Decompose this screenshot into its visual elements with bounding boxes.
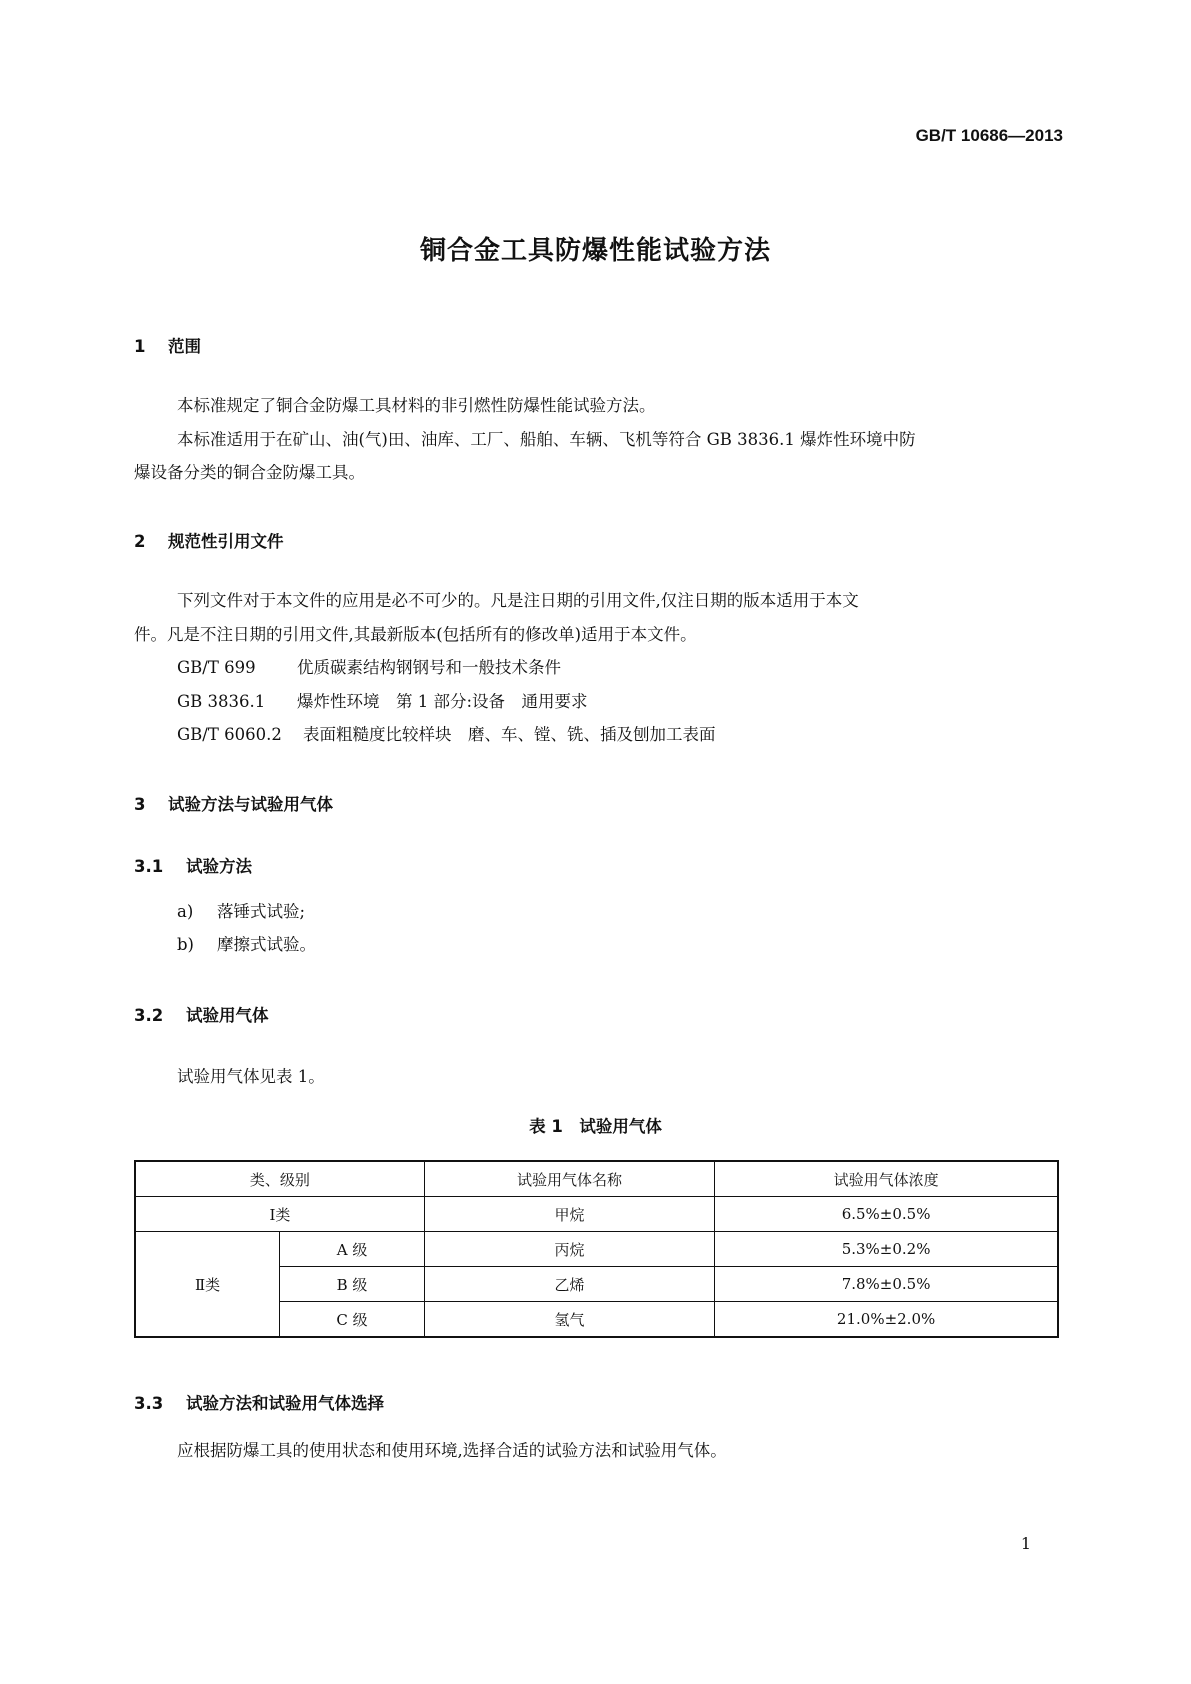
section-2-number: 2 <box>134 532 146 551</box>
section-2-paragraph-1-continued: 件。凡是不注日期的引用文件,其最新版本(包括所有的修改单)适用于本文件。 <box>134 625 697 644</box>
list-marker: a) <box>177 902 194 921</box>
list-text: 摩擦式试验。 <box>217 935 316 954</box>
section-1-paragraph-1: 本标准规定了铜合金防爆工具材料的非引燃性防爆性能试验方法。 <box>177 396 656 415</box>
table-cell-grade: B 级 <box>280 1267 425 1302</box>
page-number: 1 <box>1020 1534 1031 1553</box>
reference-code: GB 3836.1 <box>177 692 266 711</box>
section-2-heading <box>134 528 284 552</box>
reference-code: GB/T 6060.2 <box>177 725 282 744</box>
list-item <box>177 928 316 961</box>
reference-title: 爆炸性环境 第 1 部分:设备 通用要求 <box>297 692 588 711</box>
reference-item <box>177 651 561 684</box>
list-text: 落锤式试验; <box>217 902 306 921</box>
section-3-2-heading <box>134 1002 269 1026</box>
reference-code: GB/T 699 <box>177 658 256 677</box>
reference-item <box>177 718 716 751</box>
section-3-1-number: 3.1 <box>134 857 164 876</box>
table-cell-class: Ⅰ类 <box>135 1197 424 1232</box>
table-1-title: 表 1 试验用气体 <box>529 1117 662 1136</box>
section-3-2-title: 试验用气体 <box>186 1006 269 1025</box>
section-3-3-paragraph: 应根据防爆工具的使用状态和使用环境,选择合适的试验方法和试验用气体。 <box>177 1441 727 1460</box>
table-header-row <box>135 1161 1058 1197</box>
section-3-1-title: 试验方法 <box>186 857 252 876</box>
reference-item <box>177 685 588 718</box>
table-row <box>135 1197 1058 1232</box>
section-3-number: 3 <box>134 795 146 814</box>
section-1-paragraph-2: 本标准适用于在矿山、油(气)田、油库、工厂、船舶、车辆、飞机等符合 GB 3836.1 爆炸性环境中防 <box>177 430 916 449</box>
table-header-cell: 试验用气体浓度 <box>715 1161 1058 1197</box>
section-1-number: 1 <box>134 337 146 356</box>
table-cell-gas: 乙烯 <box>424 1267 714 1302</box>
list-item <box>177 895 305 928</box>
table-cell-grade: C 级 <box>280 1302 425 1338</box>
table-cell-grade: A 级 <box>280 1232 425 1267</box>
section-3-3-heading <box>134 1390 384 1414</box>
section-3-2-number: 3.2 <box>134 1006 164 1025</box>
reference-title: 表面粗糙度比较样块 磨、车、镗、铣、插及刨加工表面 <box>303 725 716 744</box>
section-2-title: 规范性引用文件 <box>168 532 284 551</box>
standard-code: GB/T 10686—2013 <box>915 126 1063 145</box>
table-cell-gas: 甲烷 <box>424 1197 714 1232</box>
document-title: 铜合金工具防爆性能试验方法 <box>419 236 771 266</box>
table-cell-concentration: 21.0%±2.0% <box>715 1302 1058 1338</box>
table-row <box>135 1232 1058 1267</box>
table-cell-class: Ⅱ类 <box>135 1232 280 1338</box>
table-header-cell: 类、级别 <box>135 1161 424 1197</box>
section-2-paragraph-1: 下列文件对于本文件的应用是必不可少的。凡是注日期的引用文件,仅注日期的版本适用于本文 <box>177 591 859 610</box>
section-3-3-number: 3.3 <box>134 1394 164 1413</box>
table-header-cell: 试验用气体名称 <box>424 1161 714 1197</box>
table-cell-concentration: 7.8%±0.5% <box>715 1267 1058 1302</box>
section-1-paragraph-2-continued: 爆设备分类的铜合金防爆工具。 <box>134 463 365 482</box>
section-1-heading <box>134 333 201 357</box>
section-3-2-paragraph: 试验用气体见表 1。 <box>177 1067 325 1086</box>
section-1-title: 范围 <box>168 337 201 356</box>
reference-title: 优质碳素结构钢钢号和一般技术条件 <box>297 658 561 677</box>
gas-table <box>134 1160 1059 1338</box>
section-3-title: 试验方法与试验用气体 <box>168 795 333 814</box>
list-marker: b) <box>177 935 194 954</box>
table-cell-concentration: 6.5%±0.5% <box>715 1197 1058 1232</box>
table-cell-gas: 氢气 <box>424 1302 714 1338</box>
section-3-1-heading <box>134 853 252 877</box>
section-3-3-title: 试验方法和试验用气体选择 <box>186 1394 384 1413</box>
table-cell-concentration: 5.3%±0.2% <box>715 1232 1058 1267</box>
section-3-heading <box>134 791 333 815</box>
table-cell-gas: 丙烷 <box>424 1232 714 1267</box>
